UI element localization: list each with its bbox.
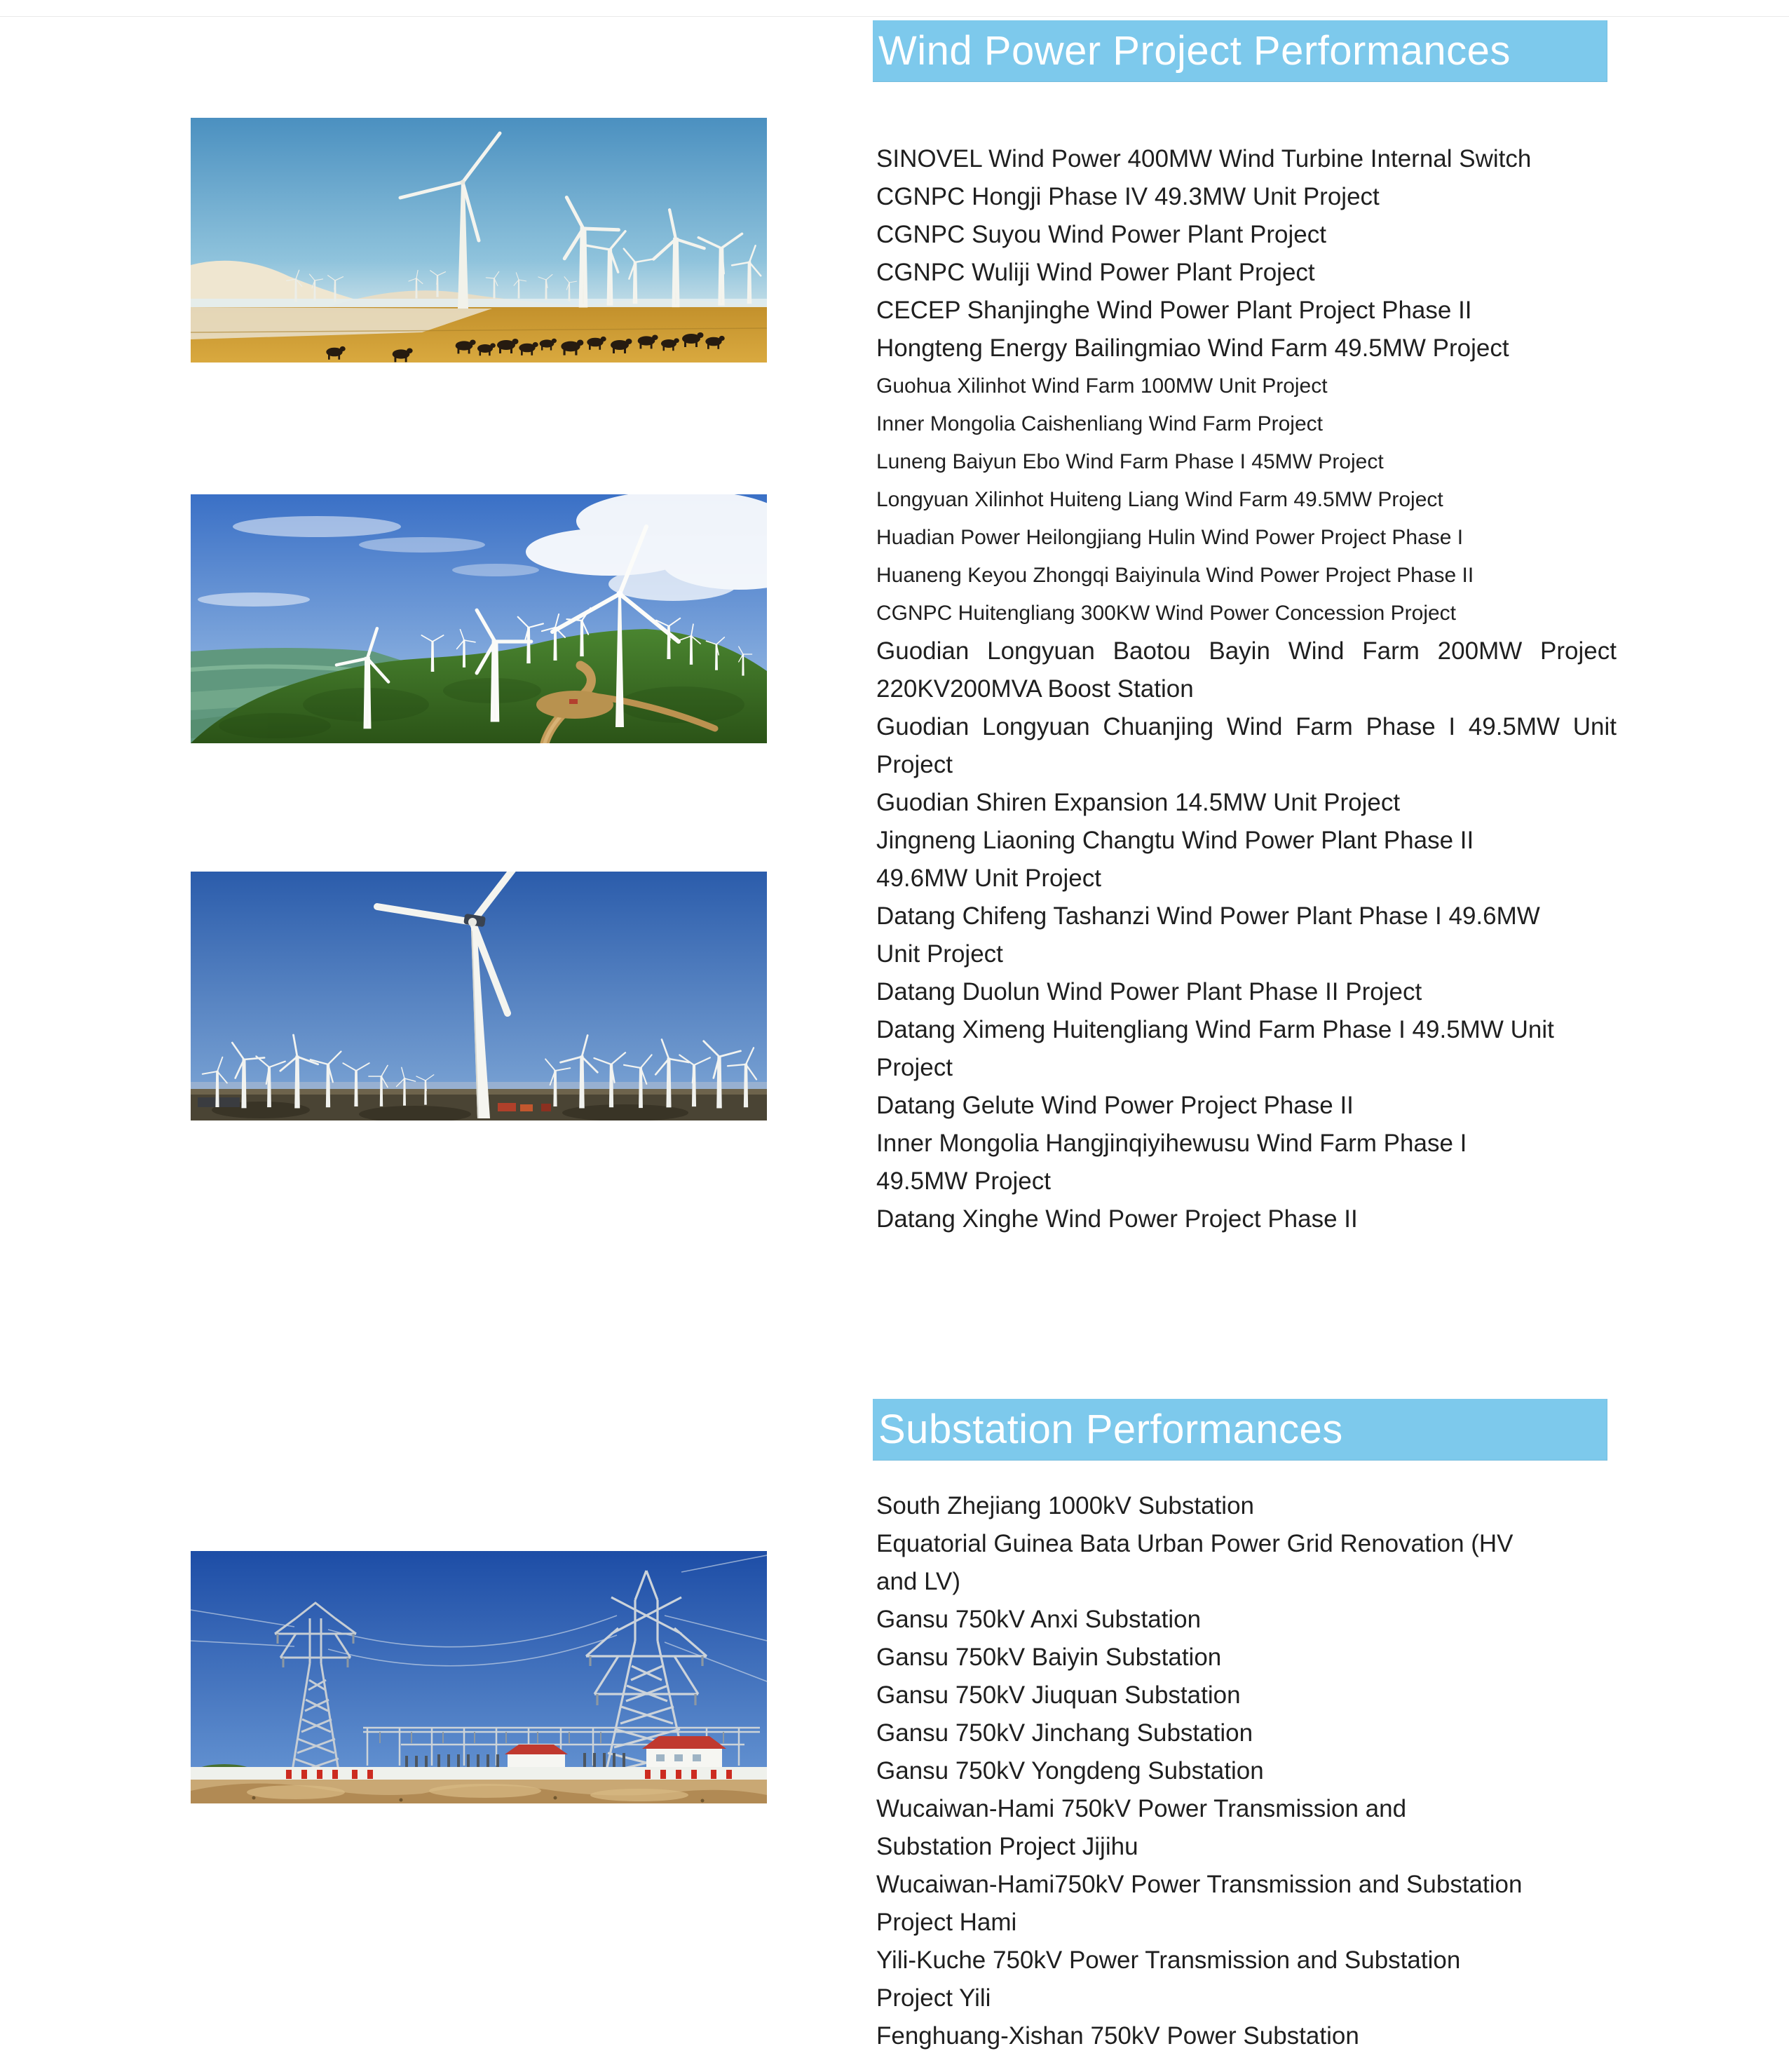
project-line: Gansu 750kV Baiyin Substation <box>876 1644 1222 1671</box>
wind-project-list <box>876 140 1617 1238</box>
project-line: Gansu 750kV Yongdeng Substation <box>876 1757 1264 1785</box>
project-line: SINOVEL Wind Power 400MW Wind Turbine Internal Switch <box>876 145 1532 172</box>
project-line: Datang Ximeng Huitengliang Wind Farm Phase I 49.5MW Unit <box>876 1016 1554 1043</box>
project-line: South Zhejiang 1000kV Substation <box>876 1492 1254 1519</box>
project-line: Guodian Longyuan Chuanjing Wind Farm Phase I 49.5MW Unit <box>876 713 1617 740</box>
project-line: Wucaiwan-Hami750kV Power Transmission and Substation <box>876 1871 1523 1898</box>
project-line: Inner Mongolia Caishenliang Wind Farm Project <box>876 412 1323 435</box>
clearing <box>536 691 613 719</box>
project-line: Hongteng Energy Bailingmiao Wind Farm 49.5MW Project <box>876 334 1509 362</box>
project-line: Gansu 750kV Jiuquan Substation <box>876 1681 1241 1709</box>
project-line: Datang Xinghe Wind Power Project Phase II <box>876 1205 1358 1233</box>
project-line: CECEP Shanjinghe Wind Power Plant Project Phase II <box>876 297 1472 324</box>
project-line: CGNPC Wuliji Wind Power Plant Project <box>876 259 1315 286</box>
project-line: Gansu 750kV Anxi Substation <box>876 1606 1202 1633</box>
project-line: Equatorial Guinea Bata Urban Power Grid Renovation (HV <box>876 1530 1513 1557</box>
photo-desert-wind-farm <box>191 118 767 363</box>
project-line: Substation Project Jijihu <box>876 1833 1138 1860</box>
desert-wind-farm-illustration <box>191 118 767 363</box>
project-line: 49.5MW Project <box>876 1167 1051 1195</box>
section-title-substation: Substation Performances <box>878 1407 1343 1452</box>
section-header-wind <box>873 20 1607 82</box>
hill-wind-farm-illustration <box>191 494 767 743</box>
project-line: Datang Gelute Wind Power Project Phase II <box>876 1092 1354 1119</box>
small-hut <box>569 699 578 704</box>
project-line: Fenghuang-Xishan 750kV Power Substation <box>876 2022 1359 2050</box>
project-line: Guohua Xilinhot Wind Farm 100MW Unit Project <box>876 374 1328 398</box>
project-line: Project <box>876 751 953 778</box>
photo-substation <box>191 1551 767 1803</box>
project-line: Project Hami <box>876 1909 1017 1936</box>
project-line: CGNPC Huitengliang 300KW Wind Power Concession Project <box>876 602 1457 625</box>
project-line: Unit Project <box>876 940 1003 968</box>
project-line: Longyuan Xilinhot Huiteng Liang Wind Farm 49.5MW Project <box>876 488 1443 511</box>
top-divider <box>0 16 1789 17</box>
project-line: Huaneng Keyou Zhongqi Baiyinula Wind Power Project Phase II <box>876 564 1474 587</box>
perimeter-wall <box>191 1767 767 1781</box>
project-line: Huadian Power Heilongjiang Hulin Wind Power Project Phase I <box>876 526 1464 549</box>
project-line: 220KV200MVA Boost Station <box>876 675 1194 703</box>
substation-project-list <box>876 1487 1617 2055</box>
project-line: CGNPC Suyou Wind Power Plant Project <box>876 221 1326 248</box>
project-line: Guodian Shiren Expansion 14.5MW Unit Project <box>876 789 1401 816</box>
section-title-wind: Wind Power Project Performances <box>878 28 1511 74</box>
project-line: Inner Mongolia Hangjinqiyihewusu Wind Farm Phase I <box>876 1130 1467 1157</box>
project-line: Wucaiwan-Hami 750kV Power Transmission and <box>876 1795 1407 1822</box>
project-line: Luneng Baiyun Ebo Wind Farm Phase I 45MW Project <box>876 450 1384 473</box>
project-line: Datang Chifeng Tashanzi Wind Power Plant Phase I 49.6MW <box>876 902 1540 930</box>
project-line: 49.6MW Unit Project <box>876 865 1101 892</box>
dirt-foreground <box>191 1780 767 1803</box>
turbine-closeup-illustration <box>191 872 767 1120</box>
project-line: Project <box>876 1054 953 1081</box>
project-line: Yili-Kuche 750kV Power Transmission and Substation <box>876 1946 1461 1974</box>
project-line: Gansu 750kV Jinchang Substation <box>876 1719 1253 1747</box>
project-line: Guodian Longyuan Baotou Bayin Wind Farm 200MW Project <box>876 637 1617 665</box>
project-line: Datang Duolun Wind Power Plant Phase II Project <box>876 978 1422 1005</box>
project-line: Project Yili <box>876 1984 991 2012</box>
section-header-substation <box>873 1399 1607 1461</box>
photo-turbine-closeup <box>191 872 767 1120</box>
substation-illustration <box>191 1551 767 1803</box>
project-line: Jingneng Liaoning Changtu Wind Power Plant Phase II <box>876 827 1474 854</box>
project-line: CGNPC Hongji Phase IV 49.3MW Unit Project <box>876 183 1380 210</box>
photo-hill-wind-farm <box>191 494 767 743</box>
project-line: and LV) <box>876 1568 960 1595</box>
